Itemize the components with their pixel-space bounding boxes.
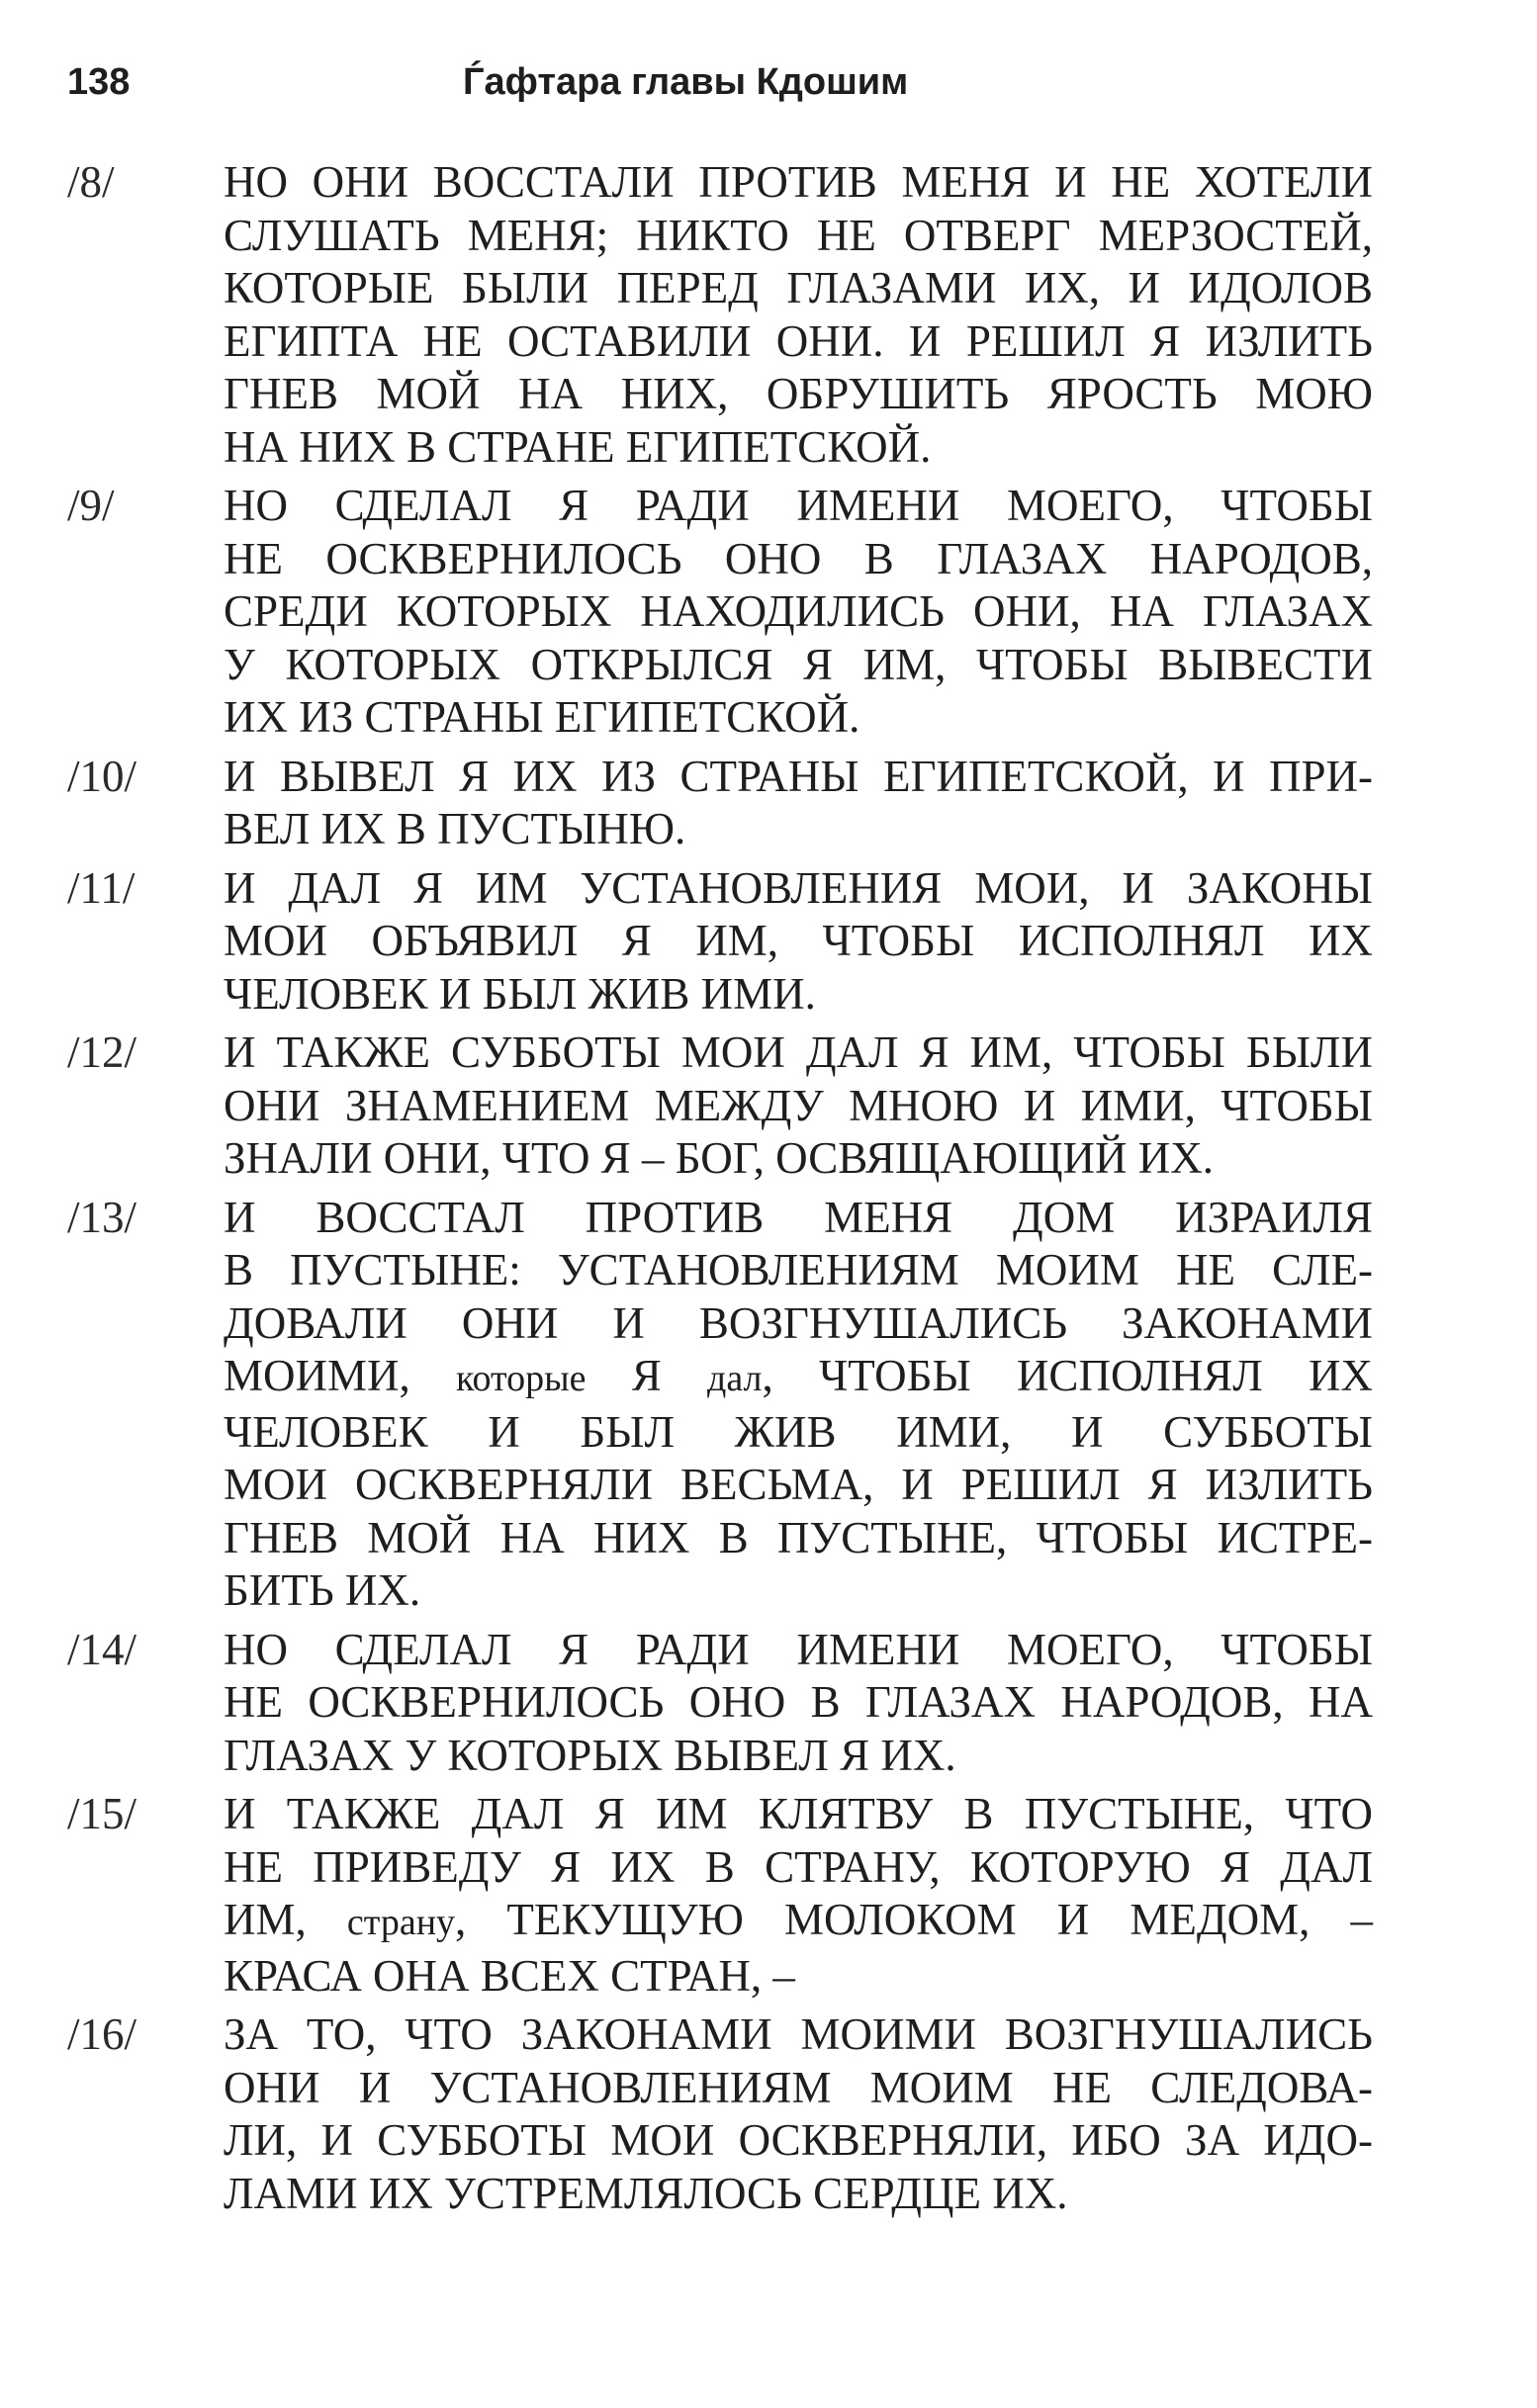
verse-line: НО СДЕЛАЛ Я РАДИ ИМЕНИ МОЕГО, ЧТОБЫ bbox=[224, 1624, 1373, 1674]
verse-list bbox=[67, 156, 1373, 2226]
verse-line: В ПУСТЫНЕ: УСТАНОВЛЕНИЯМ МОИМ НЕ СЛЕ- bbox=[224, 1245, 1373, 1294]
verse-text bbox=[224, 156, 1373, 474]
verse bbox=[67, 480, 1373, 745]
verse-text bbox=[224, 2008, 1373, 2220]
verse-line: ДОВАЛИ ОНИ И ВОЗГНУШАЛИСЬ ЗАКОНАМИ bbox=[224, 1297, 1373, 1348]
verse bbox=[67, 862, 1373, 1022]
verse-line: ИМ, страну, ТЕКУЩУЮ МОЛОКОМ И МЕДОМ, – bbox=[224, 1895, 1373, 1944]
verse bbox=[67, 1624, 1373, 1783]
verse-line: И ВОССТАЛ ПРОТИВ МЕНЯ ДОМ ИЗРАИЛЯ bbox=[224, 1192, 1373, 1242]
verse-number: /9/ bbox=[67, 481, 115, 530]
verse-line: ЧЕЛОВЕК И БЫЛ ЖИВ ИМИ. bbox=[224, 968, 816, 1019]
verse-text bbox=[224, 480, 1373, 745]
verse bbox=[67, 156, 1373, 474]
verse bbox=[67, 1192, 1373, 1618]
verse-line: СРЕДИ КОТОРЫХ НАХОДИЛИСЬ ОНИ, НА ГЛАЗАХ bbox=[224, 586, 1373, 636]
verse-line: И ТАКЖЕ СУББОТЫ МОИ ДАЛ Я ИМ, ЧТОБЫ БЫЛИ bbox=[224, 1027, 1373, 1077]
verse-line: НО СДЕЛАЛ Я РАДИ ИМЕНИ МОЕГО, ЧТОБЫ bbox=[224, 481, 1373, 530]
verse-line: ГЛАЗАХ У КОТОРЫХ ВЫВЕЛ Я ИХ. bbox=[224, 1730, 956, 1780]
verse-line: СЛУШАТЬ МЕНЯ; НИКТО НЕ ОТВЕРГ МЕРЗОСТЕЙ, bbox=[224, 210, 1373, 260]
verse-number: /10/ bbox=[67, 751, 137, 801]
verse-number: /11/ bbox=[67, 862, 136, 913]
verse bbox=[67, 1788, 1373, 2003]
verse bbox=[67, 1026, 1373, 1186]
verse-text bbox=[224, 1026, 1373, 1186]
verse-number: /12/ bbox=[67, 1027, 137, 1077]
verse-line: ГНЕВ МОЙ НА НИХ В ПУСТЫНЕ, ЧТОБЫ ИСТРЕ- bbox=[224, 1512, 1373, 1562]
verse-text bbox=[224, 1788, 1373, 2003]
verse-line: ИХ ИЗ СТРАНЫ ЕГИПЕТСКОЙ. bbox=[224, 692, 860, 742]
verse-line: КРАСА ОНА ВСЕХ СТРАН, – bbox=[224, 1950, 795, 2001]
verse-line: ОНИ ЗНАМЕНИЕМ МЕЖДУ МНОЮ И ИМИ, ЧТОБЫ bbox=[224, 1080, 1373, 1130]
verse-number: /8/ bbox=[67, 157, 115, 207]
page-number: 138 bbox=[67, 61, 131, 103]
verse-line: ГНЕВ МОЙ НА НИХ, ОБРУШИТЬ ЯРОСТЬ МОЮ bbox=[224, 369, 1373, 418]
verse-line: ЗНАЛИ ОНИ, ЧТО Я – БОГ, ОСВЯЩАЮЩИЙ ИХ. bbox=[224, 1133, 1215, 1183]
running-title: Ѓафтара главы Кдошим bbox=[463, 61, 909, 103]
verse-text bbox=[224, 1624, 1373, 1783]
verse-line: ЛАМИ ИХ УСТРЕМЛЯЛОСЬ СЕРДЦЕ ИХ. bbox=[224, 2168, 1068, 2218]
verse-line: И ВЫВЕЛ Я ИХ ИЗ СТРАНЫ ЕГИПЕТСКОЙ, И ПРИ- bbox=[224, 751, 1373, 801]
verse-line: МОИ ОБЪЯВИЛ Я ИМ, ЧТОБЫ ИСПОЛНЯЛ ИХ bbox=[224, 916, 1373, 965]
verse-line: ОНИ И УСТАНОВЛЕНИЯМ МОИМ НЕ СЛЕДОВА- bbox=[224, 2062, 1373, 2112]
verse-line: КОТОРЫЕ БЫЛИ ПЕРЕД ГЛАЗАМИ ИХ, И ИДОЛОВ bbox=[224, 263, 1373, 312]
verse-line: И ТАКЖЕ ДАЛ Я ИМ КЛЯТВУ В ПУСТЫНЕ, ЧТО bbox=[224, 1789, 1373, 1838]
verse-line: И ДАЛ Я ИМ УСТАНОВЛЕНИЯ МОИ, И ЗАКОНЫ bbox=[224, 862, 1373, 913]
verse-line: НЕ ПРИВЕДУ Я ИХ В СТРАНУ, КОТОРУЮ Я ДАЛ bbox=[224, 1841, 1373, 1892]
verse-line: БИТЬ ИХ. bbox=[224, 1565, 421, 1615]
verse-number: /13/ bbox=[67, 1192, 137, 1242]
verse-line: НЕ ОСКВЕРНИЛОСЬ ОНО В ГЛАЗАХ НАРОДОВ, bbox=[224, 533, 1373, 583]
verse-line: ЕГИПТА НЕ ОСТАВИЛИ ОНИ. И РЕШИЛ Я ИЗЛИТЬ bbox=[224, 315, 1373, 366]
verse-number: /16/ bbox=[67, 2009, 137, 2059]
verse-text bbox=[224, 751, 1373, 856]
verse-line: ЗА ТО, ЧТО ЗАКОНАМИ МОИМИ ВОЗГНУШАЛИСЬ bbox=[224, 2009, 1373, 2059]
verse-line: НО ОНИ ВОССТАЛИ ПРОТИВ МЕНЯ И НЕ ХОТЕЛИ bbox=[224, 157, 1373, 207]
verse-line: ЛИ, И СУББОТЫ МОИ ОСКВЕРНЯЛИ, ИБО ЗА ИДО- bbox=[224, 2115, 1373, 2165]
verse-line: НА НИХ В СТРАНЕ ЕГИПЕТСКОЙ. bbox=[224, 421, 932, 472]
verse-text bbox=[224, 1192, 1373, 1618]
verse-line: МОИ ОСКВЕРНЯЛИ ВЕСЬМА, И РЕШИЛ Я ИЗЛИТЬ bbox=[224, 1460, 1373, 1509]
verse bbox=[67, 2008, 1373, 2220]
verse bbox=[67, 751, 1373, 856]
verse-number: /14/ bbox=[67, 1624, 137, 1674]
verse-line: НЕ ОСКВЕРНИЛОСЬ ОНО В ГЛАЗАХ НАРОДОВ, НА bbox=[224, 1677, 1373, 1727]
verse-line: ЧЕЛОВЕК И БЫЛ ЖИВ ИМИ, И СУББОТЫ bbox=[224, 1406, 1373, 1457]
verse-text bbox=[224, 862, 1373, 1022]
page-header bbox=[67, 61, 1353, 121]
verse-number: /15/ bbox=[67, 1789, 137, 1838]
verse-line: МОИМИ, которые Я дал, ЧТОБЫ ИСПОЛНЯЛ ИХ bbox=[224, 1351, 1373, 1400]
verse-line: У КОТОРЫХ ОТКРЫЛСЯ Я ИМ, ЧТОБЫ ВЫВЕСТИ bbox=[224, 639, 1373, 689]
verse-line: ВЕЛ ИХ В ПУСТЫНЮ. bbox=[224, 804, 686, 853]
